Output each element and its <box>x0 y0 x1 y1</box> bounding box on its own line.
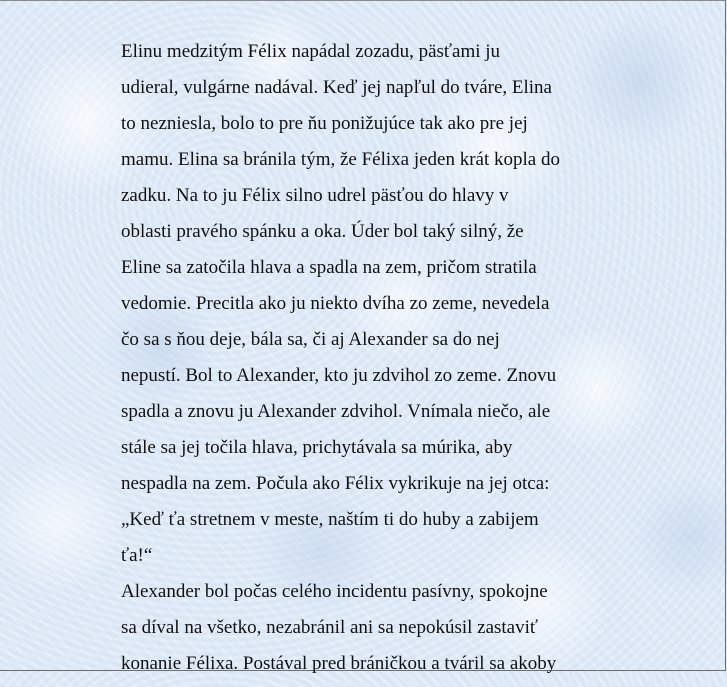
text-line-15: ťa!“ <box>121 545 153 566</box>
text-line-10: nepustí. Bol to Alexander, kto ju zdvihol zo zeme. Znovu <box>121 365 557 386</box>
text-line-9: čo sa s ňou deje, bála sa, či aj Alexander sa do nej <box>121 329 500 350</box>
text-line-4: mamu. Elina sa bránila tým, že Félixa jeden krát kopla do <box>121 149 560 170</box>
text-line-7: Eline sa zatočila hlava a spadla na zem, pričom stratila <box>121 257 537 278</box>
text-line-13: nespadla na zem. Počula ako Félix vykrikuje na jej otca: <box>121 473 550 494</box>
text-line-2: udieral, vulgárne nadával. Keď jej napľul do tváre, Elina <box>121 77 552 98</box>
text-line-5: zadku. Na to ju Félix silno udrel päsťou do hlavy v <box>121 185 509 206</box>
text-line-17: sa díval na všetko, nezabránil ani sa nepokúsil zastaviť <box>121 617 539 638</box>
document-text <box>121 39 621 687</box>
text-line-8: vedomie. Precitla ako ju niekto dvíha zo zeme, nevedela <box>121 293 550 314</box>
text-line-11: spadla a znovu ju Alexander zdvihol. Vnímala niečo, ale <box>121 401 551 422</box>
text-line-12: stále sa jej točila hlava, prichytávala sa múrika, aby <box>121 437 513 458</box>
text-line-18: konanie Félixa. Postával pred bráničkou a tváril sa akoby <box>121 653 557 674</box>
text-line-14: „Keď ťa stretnem v meste, naštím ti do huby a zabijem <box>121 509 539 530</box>
text-line-1: Elinu medzitým Félix napádal zozadu, päsťami ju <box>121 41 501 62</box>
text-line-3: to nezniesla, bolo to pre ňu ponižujúce tak ako pre jej <box>121 113 528 134</box>
text-line-16: Alexander bol počas celého incidentu pasívny, spokojne <box>121 581 548 602</box>
text-line-6: oblasti pravého spánku a oka. Úder bol taký silný, že <box>121 221 524 242</box>
